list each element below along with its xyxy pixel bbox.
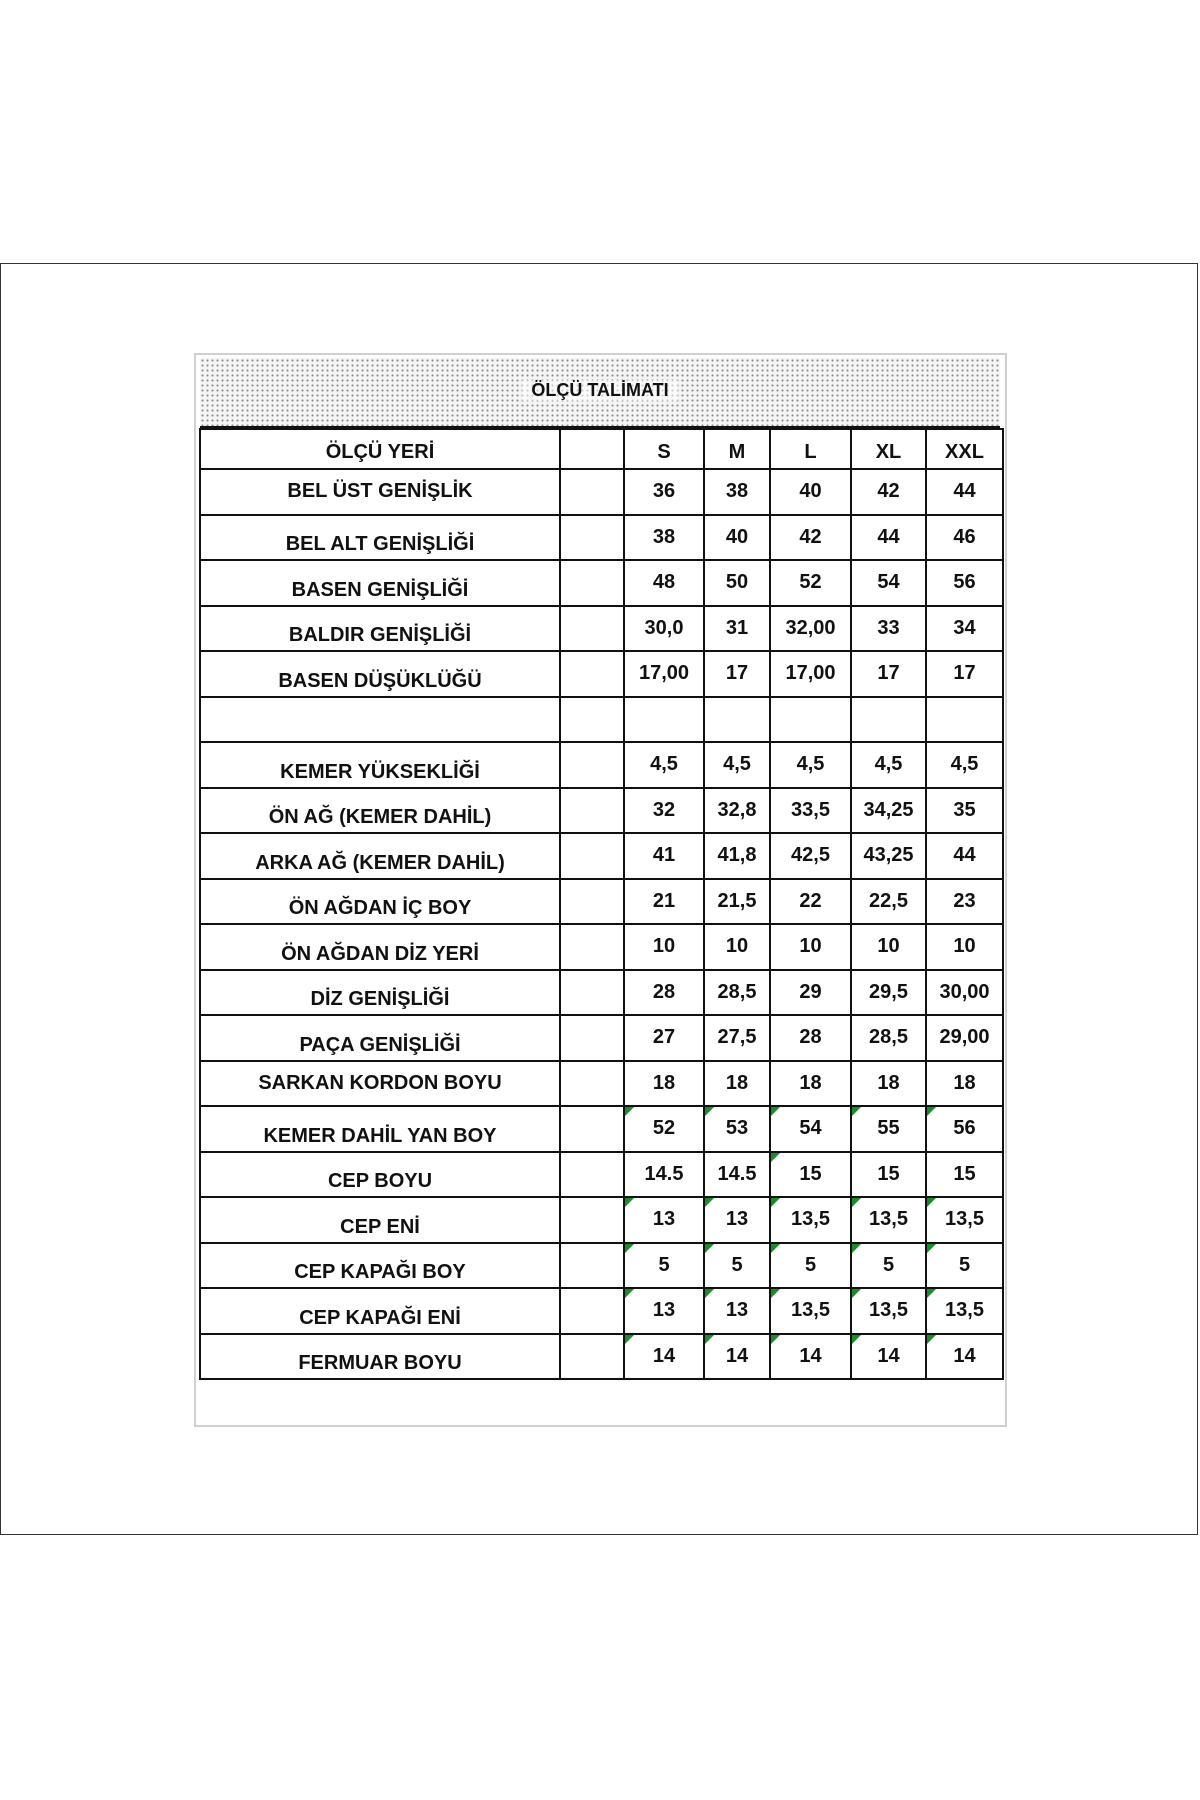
measurement-value: 44: [926, 469, 1003, 515]
measurement-value: 17,00: [770, 651, 851, 697]
measurement-value: 5: [770, 1243, 851, 1289]
measurement-value: 38: [704, 469, 770, 515]
header-size-cell: XXL: [926, 429, 1003, 469]
measurement-value: 30,0: [624, 606, 704, 652]
measurement-label: BEL ALT GENİŞLİĞİ: [200, 515, 560, 561]
measurement-value: 21,5: [704, 879, 770, 925]
measurement-value: [624, 697, 704, 743]
measurement-value: 50: [704, 560, 770, 606]
measurement-value: [770, 697, 851, 743]
measurement-value: 14: [624, 1334, 704, 1380]
measurement-label: FERMUAR BOYU: [200, 1334, 560, 1380]
measurement-label: CEP KAPAĞI BOY: [200, 1243, 560, 1289]
measurement-value: 17,00: [624, 651, 704, 697]
measurement-value: [926, 697, 1003, 743]
table-row: [200, 1288, 1003, 1334]
measurement-value: 29,5: [851, 970, 926, 1016]
header-label-cell: ÖLÇÜ YERİ: [200, 429, 560, 469]
table-row: [200, 606, 1003, 652]
empty-cell: [560, 1015, 624, 1061]
measurement-value: 18: [704, 1061, 770, 1107]
table-row: [200, 560, 1003, 606]
empty-cell: [560, 1061, 624, 1107]
empty-cell: [560, 742, 624, 788]
measurement-label: BASEN DÜŞÜKLÜĞÜ: [200, 651, 560, 697]
table-row: [200, 788, 1003, 834]
table-row: [200, 1152, 1003, 1198]
empty-cell: [560, 1288, 624, 1334]
measurement-value: 53: [704, 1106, 770, 1152]
measurement-value: 5: [704, 1243, 770, 1289]
measurement-value: 13,5: [770, 1197, 851, 1243]
measurement-value: 18: [851, 1061, 926, 1107]
empty-cell: [560, 515, 624, 561]
header-row: [200, 429, 1003, 469]
measurement-value: 17: [926, 651, 1003, 697]
measurement-value: 5: [926, 1243, 1003, 1289]
measurement-value: 13,5: [851, 1288, 926, 1334]
measurement-value: 31: [704, 606, 770, 652]
measurement-value: 14.5: [704, 1152, 770, 1198]
measurement-value: 56: [926, 560, 1003, 606]
measurement-value: 10: [770, 924, 851, 970]
measurement-value: 14.5: [624, 1152, 704, 1198]
measurement-value: 22: [770, 879, 851, 925]
empty-cell: [560, 697, 624, 743]
measurement-value: 41: [624, 833, 704, 879]
measurement-value: 54: [851, 560, 926, 606]
measurement-label: CEP KAPAĞI ENİ: [200, 1288, 560, 1334]
measurement-value: 48: [624, 560, 704, 606]
header-size-cell: S: [624, 429, 704, 469]
title-band: [200, 358, 1000, 428]
measurement-value: 18: [770, 1061, 851, 1107]
measurement-value: 15: [926, 1152, 1003, 1198]
header-size-cell: M: [704, 429, 770, 469]
measurement-value: 29: [770, 970, 851, 1016]
measurement-label: ÖN AĞDAN İÇ BOY: [200, 879, 560, 925]
table-row: [200, 924, 1003, 970]
measurement-label: CEP ENİ: [200, 1197, 560, 1243]
measurement-value: 55: [851, 1106, 926, 1152]
table-row: [200, 970, 1003, 1016]
measurement-value: 13: [624, 1197, 704, 1243]
measurement-value: [704, 697, 770, 743]
measurement-label: KEMER DAHİL YAN BOY: [200, 1106, 560, 1152]
measurement-value: 38: [624, 515, 704, 561]
empty-cell: [560, 1197, 624, 1243]
measurement-value: 28: [770, 1015, 851, 1061]
measurement-value: 43,25: [851, 833, 926, 879]
measurement-value: 13,5: [926, 1197, 1003, 1243]
table-row: [200, 1015, 1003, 1061]
measurement-value: 15: [851, 1152, 926, 1198]
measurement-value: 28,5: [851, 1015, 926, 1061]
measurement-value: 5: [851, 1243, 926, 1289]
empty-cell: [560, 560, 624, 606]
measurement-value: 5: [624, 1243, 704, 1289]
measurement-value: 10: [851, 924, 926, 970]
measurement-value: 13,5: [926, 1288, 1003, 1334]
empty-cell: [560, 924, 624, 970]
empty-cell: [560, 469, 624, 515]
measurement-value: 18: [926, 1061, 1003, 1107]
measurement-value: 10: [624, 924, 704, 970]
table-row: [200, 1197, 1003, 1243]
measurement-value: 32,00: [770, 606, 851, 652]
measurement-value: 29,00: [926, 1015, 1003, 1061]
measurement-value: 14: [926, 1334, 1003, 1380]
empty-cell: [560, 833, 624, 879]
measurement-value: 4,5: [704, 742, 770, 788]
measurement-value: 4,5: [770, 742, 851, 788]
table-row: [200, 469, 1003, 515]
measurement-value: 18: [624, 1061, 704, 1107]
measurement-value: 36: [624, 469, 704, 515]
empty-cell: [560, 1334, 624, 1380]
measurement-label: KEMER YÜKSEKLİĞİ: [200, 742, 560, 788]
measurement-label: SARKAN KORDON BOYU: [200, 1061, 560, 1107]
measurement-value: 54: [770, 1106, 851, 1152]
empty-cell: [560, 1243, 624, 1289]
measurement-label: ÖN AĞ (KEMER DAHİL): [200, 788, 560, 834]
measurement-value: 30,00: [926, 970, 1003, 1016]
table-row: [200, 515, 1003, 561]
empty-cell: [560, 651, 624, 697]
measurement-label: DİZ GENİŞLİĞİ: [200, 970, 560, 1016]
table-row: [200, 879, 1003, 925]
measurement-label: BALDIR GENİŞLİĞİ: [200, 606, 560, 652]
measurement-value: 14: [851, 1334, 926, 1380]
measurement-value: 44: [851, 515, 926, 561]
table-row: [200, 742, 1003, 788]
table-row: [200, 1243, 1003, 1289]
measurement-label: CEP BOYU: [200, 1152, 560, 1198]
measurement-value: 13: [704, 1197, 770, 1243]
measurement-value: 21: [624, 879, 704, 925]
measurement-value: 28,5: [704, 970, 770, 1016]
measurement-value: 4,5: [851, 742, 926, 788]
measurement-value: 40: [704, 515, 770, 561]
measurement-value: 10: [704, 924, 770, 970]
measurement-value: 33,5: [770, 788, 851, 834]
measurement-value: 42: [770, 515, 851, 561]
measurement-value: 35: [926, 788, 1003, 834]
measurement-label: [200, 697, 560, 743]
measurement-value: 44: [926, 833, 1003, 879]
measurement-value: 32,8: [704, 788, 770, 834]
measurement-value: 33: [851, 606, 926, 652]
header-size-cell: L: [770, 429, 851, 469]
measurement-value: 41,8: [704, 833, 770, 879]
chart-title: ÖLÇÜ TALİMATI: [522, 380, 678, 401]
measurement-value: 32: [624, 788, 704, 834]
size-chart-table: [199, 428, 1004, 1380]
measurement-value: 4,5: [624, 742, 704, 788]
measurement-value: 46: [926, 515, 1003, 561]
measurement-value: 42: [851, 469, 926, 515]
measurement-value: 52: [624, 1106, 704, 1152]
measurement-value: 17: [704, 651, 770, 697]
empty-cell: [560, 606, 624, 652]
measurement-value: 14: [770, 1334, 851, 1380]
measurement-label: ARKA AĞ (KEMER DAHİL): [200, 833, 560, 879]
measurement-value: 56: [926, 1106, 1003, 1152]
table-row: [200, 1106, 1003, 1152]
measurement-value: 28: [624, 970, 704, 1016]
measurement-value: 27,5: [704, 1015, 770, 1061]
measurement-label: BASEN GENİŞLİĞİ: [200, 560, 560, 606]
measurement-value: 23: [926, 879, 1003, 925]
measurement-value: 4,5: [926, 742, 1003, 788]
measurement-value: 14: [704, 1334, 770, 1380]
measurement-value: 13: [704, 1288, 770, 1334]
measurement-label: PAÇA GENİŞLİĞİ: [200, 1015, 560, 1061]
measurement-value: 13: [624, 1288, 704, 1334]
measurement-value: 42,5: [770, 833, 851, 879]
measurement-value: 10: [926, 924, 1003, 970]
measurement-value: 52: [770, 560, 851, 606]
measurement-value: [851, 697, 926, 743]
empty-cell: [560, 970, 624, 1016]
measurement-label: BEL ÜST GENİŞLİK: [200, 469, 560, 515]
measurement-value: 22,5: [851, 879, 926, 925]
measurement-value: 34: [926, 606, 1003, 652]
empty-cell: [560, 879, 624, 925]
table-row: [200, 651, 1003, 697]
measurement-value: 40: [770, 469, 851, 515]
measurement-label: ÖN AĞDAN DİZ YERİ: [200, 924, 560, 970]
empty-cell: [560, 788, 624, 834]
measurement-value: 15: [770, 1152, 851, 1198]
table-row: [200, 1334, 1003, 1380]
empty-cell: [560, 1106, 624, 1152]
measurement-value: 13,5: [770, 1288, 851, 1334]
header-size-cell: XL: [851, 429, 926, 469]
table-row: [200, 833, 1003, 879]
table-row: [200, 1061, 1003, 1107]
measurement-value: 13,5: [851, 1197, 926, 1243]
empty-cell: [560, 1152, 624, 1198]
measurement-value: 17: [851, 651, 926, 697]
table-row: [200, 697, 1003, 743]
measurement-value: 27: [624, 1015, 704, 1061]
header-empty-cell: [560, 429, 624, 469]
measurement-value: 34,25: [851, 788, 926, 834]
